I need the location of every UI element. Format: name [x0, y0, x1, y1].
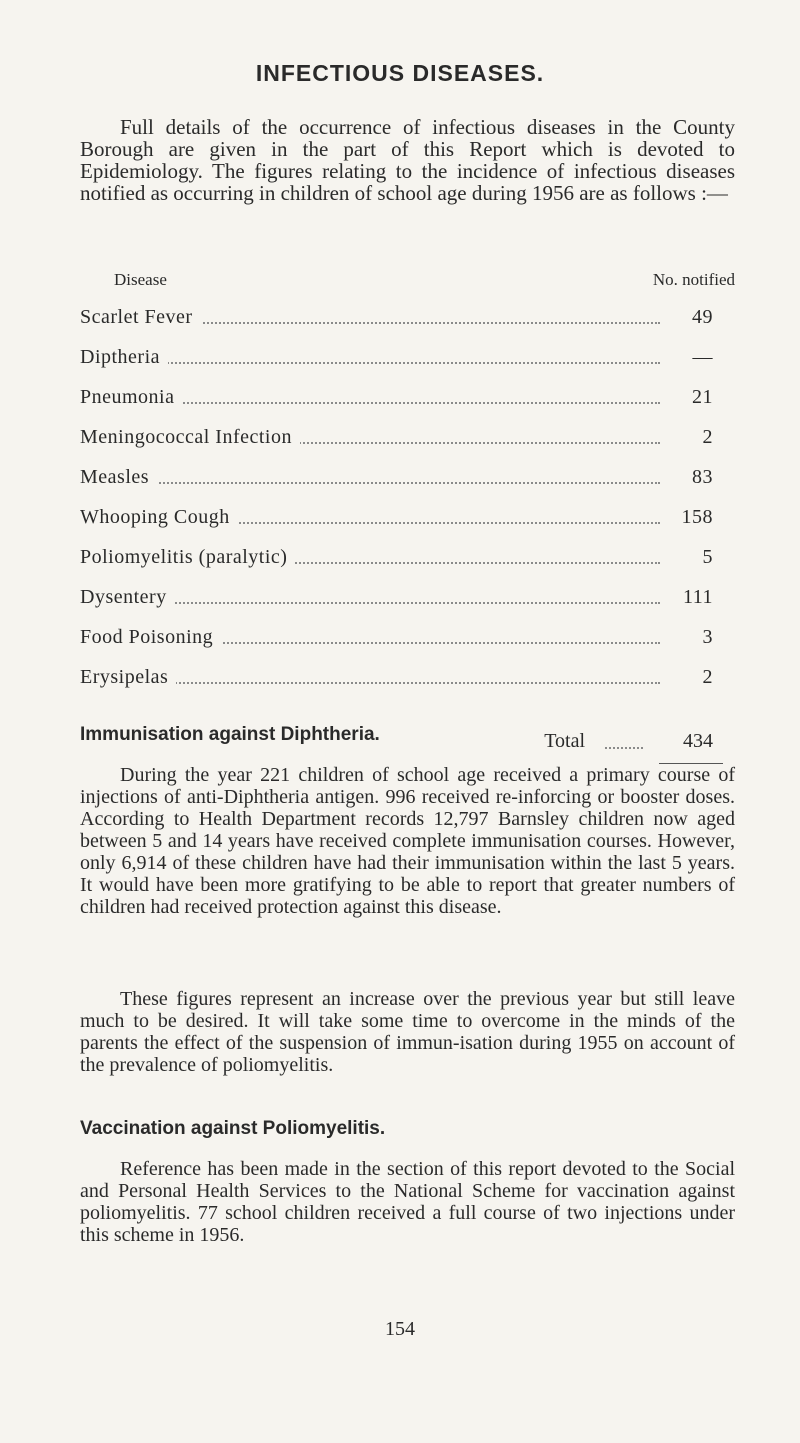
notified-count: 111 [663, 586, 713, 609]
notified-count: 2 [663, 666, 713, 689]
disease-name: Poliomyelitis (paralytic) [80, 546, 295, 569]
notified-count: 2 [663, 426, 713, 449]
section-title-polio: Vaccination against Poliomyelitis. [80, 1118, 386, 1139]
table-row [80, 540, 735, 580]
total-label: Total [544, 730, 585, 752]
header-disease: Disease [114, 270, 167, 289]
disease-name: Meningococcal Infection [80, 426, 300, 449]
page-number: 154 [385, 1318, 415, 1340]
notified-count: 49 [663, 306, 713, 329]
disease-name: Dysentery [80, 586, 175, 609]
table-row [80, 340, 735, 380]
disease-name: Measles [80, 466, 157, 489]
disease-name: Food Poisoning [80, 626, 221, 649]
disease-name: Diptheria [80, 346, 168, 369]
intro-paragraph: Full details of the occurrence of infectious diseases in the County Borough are given in the part of this Report which is devoted to Epidemiology. The figures relating to the incidence of infectious diseases notified as occurring in children of school age during 1956 are as follows :— [80, 115, 735, 205]
diphtheria-paragraph-2: These figures represent an increase over the previous year but still leave much to be desired. It will take some time to overcome in the minds of the parents the effect of the suspension of immun-isation during 1955 on account of the prevalence of poliomyelitis. [80, 988, 735, 1076]
page-heading: INFECTIOUS DISEASES. [255, 60, 545, 86]
table-row [80, 380, 735, 420]
polio-paragraph-1: Reference has been made in the section of this report devoted to the Social and Personal Health Services to the National Scheme for vaccination against poliomyelitis. 77 school children received a full course of two injections under this scheme in 1956. [80, 1158, 735, 1246]
table-row [80, 620, 735, 660]
disease-name: Scarlet Fever [80, 306, 201, 329]
table-row [80, 500, 735, 540]
table-header [80, 270, 735, 300]
disease-name: Pneumonia [80, 386, 183, 409]
section-title-diphtheria: Immunisation against Diphtheria. [80, 724, 380, 745]
disease-name: Whooping Cough [80, 506, 238, 529]
notified-count: 158 [663, 506, 713, 529]
table-row [80, 580, 735, 620]
notified-count: 21 [663, 386, 713, 409]
notified-count: — [663, 346, 713, 369]
table-row [80, 420, 735, 460]
header-count: No. notified [652, 270, 735, 289]
dot-leader [605, 747, 643, 749]
notified-count: 3 [663, 626, 713, 649]
disease-table [80, 270, 735, 764]
dot-leader [80, 482, 660, 484]
disease-name: Erysipelas [80, 666, 176, 689]
table-row [80, 460, 735, 500]
table-row [80, 300, 735, 340]
diphtheria-paragraph-1: During the year 221 children of school age received a primary course of injections of anti-Diphtheria antigen. 996 received re-inforcing or booster doses. According to Health Department records 12,797 Barnsley children now aged between 5 and 14 years have received complete immunisation courses. However, only 6,914 of these children have had their immunisation within the last 5 years. It would have been more gratifying to be able to report that greater numbers of children had received protection against this disease. [80, 764, 735, 918]
total-value: 434 [683, 730, 713, 752]
table-row [80, 660, 735, 700]
notified-count: 5 [663, 546, 713, 569]
notified-count: 83 [663, 466, 713, 489]
